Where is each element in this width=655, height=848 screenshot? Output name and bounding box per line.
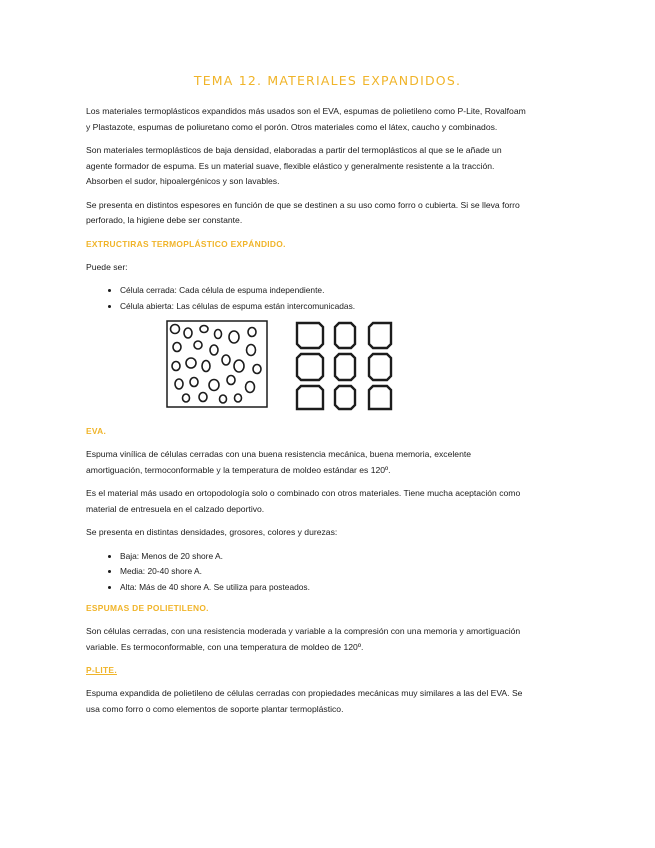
list-item: • Alta: Más de 40 shore A. Se utiliza para posteados. (120, 580, 526, 596)
closed-cell (220, 395, 227, 403)
closed-cell (173, 343, 181, 352)
open-cell (297, 354, 323, 380)
open-cell (369, 354, 391, 380)
closed-cell (229, 331, 239, 343)
closed-cell (186, 358, 196, 368)
closed-cell (247, 345, 256, 356)
intro-paragraph-2: Son materiales termoplásticos de baja densidad, elaboradas a partir del termoplásticos al que se le añade un agente formador de espuma. Es un material suave, flexible elástico y generalmente resistente a la tracción. Absorben el sudor, hipoalergénicos y son lavables. (86, 145, 502, 186)
closed-cell (202, 361, 210, 372)
closed-cell (199, 393, 207, 402)
open-cell (335, 354, 355, 380)
section-heading-structure: EXTRUCTIRAS TERMOPLÁSTICO EXPÁNDIDO. (86, 238, 286, 249)
structure-list (86, 283, 526, 314)
list-item: • Media: 20-40 shore A. (120, 564, 526, 580)
closed-cell (172, 362, 180, 371)
eva-paragraph-3: Se presenta en distintas densidades, grosores, colores y durezas: (86, 527, 338, 537)
closed-cell (222, 355, 230, 365)
closed-cell (215, 330, 222, 339)
closed-cell-frame (167, 321, 267, 407)
closed-cell (235, 394, 242, 402)
closed-cell (234, 360, 244, 372)
eva-paragraph-2: Es el material más usado en ortopodología solo o combinado con otros materiales. Tiene mucha aceptación como material de entresuela en el calzado deportivo. (86, 488, 521, 514)
section-heading-polyethylene: ESPUMAS DE POLIETILENO. (86, 603, 209, 613)
open-cell (369, 386, 391, 409)
closed-cell (209, 380, 219, 391)
open-cell (297, 323, 323, 348)
closed-cell (175, 379, 183, 389)
document-title: TEMA 12. MATERIALES EXPANDIDOS. (193, 73, 462, 88)
closed-cell (246, 382, 255, 393)
structure-lead: Puede ser: (86, 261, 128, 272)
closed-cell (184, 328, 192, 338)
closed-cell-figure (166, 320, 268, 408)
closed-cell (183, 394, 190, 402)
closed-cell (227, 376, 235, 385)
closed-cell (171, 325, 180, 334)
closed-cell (248, 328, 256, 337)
closed-cell (253, 365, 261, 374)
open-cell (297, 386, 323, 409)
eva-hardness-list (86, 549, 526, 596)
list-item: • Célula cerrada: Cada célula de espuma independiente. (120, 283, 526, 299)
open-cell-grid (297, 323, 391, 409)
list-item: • Baja: Menos de 20 shore A. (120, 549, 526, 565)
cell-structure-figures (86, 320, 526, 420)
eva-paragraph-1: Espuma vinílica de células cerradas con una buena resistencia mecánica, buena memoria, excelente amortiguación, termoconformable y la temperatura de moldeo estándar es 120º. (86, 449, 472, 475)
closed-cell (190, 378, 198, 387)
closed-cell (194, 341, 202, 349)
intro-paragraph-1: Los materiales termoplásticos expandidos más usados son el EVA, espumas de polietileno como P-Lite, Rovalfoam y Plastazote, espumas de poliuretano como el porón. Otros materiales como el látex, caucho y combinados. (86, 106, 526, 132)
open-cell-figure (294, 320, 394, 412)
closed-cell (210, 345, 218, 355)
list-item: • Célula abierta: Las células de espuma están intercomunicadas. (120, 299, 526, 315)
closed-cell (200, 326, 208, 333)
open-cell (369, 323, 391, 348)
polyethylene-paragraph: Son células cerradas, con una resistencia moderada y variable a la compresión con una memoria y amortiguación variable. Es termoconformable, con una temperatura de moldeo de 120º. (86, 626, 521, 652)
open-cell (335, 323, 355, 348)
document-body (86, 104, 526, 725)
plite-paragraph: Espuma expandida de polietileno de células cerradas con propiedades mecánicas muy similares a las del EVA. Se usa como forro o como elementos de soporte plantar termoplástico. (86, 688, 523, 714)
intro-paragraph-3: Se presenta en distintos espesores en función de que se destinen a su uso como forro o cubierta. Si se lleva forro perforado, la higiene debe ser constante. (86, 199, 520, 225)
section-heading-plite: P-LITE. (86, 665, 117, 675)
open-cell (335, 386, 355, 409)
section-heading-eva: EVA. (86, 426, 107, 436)
